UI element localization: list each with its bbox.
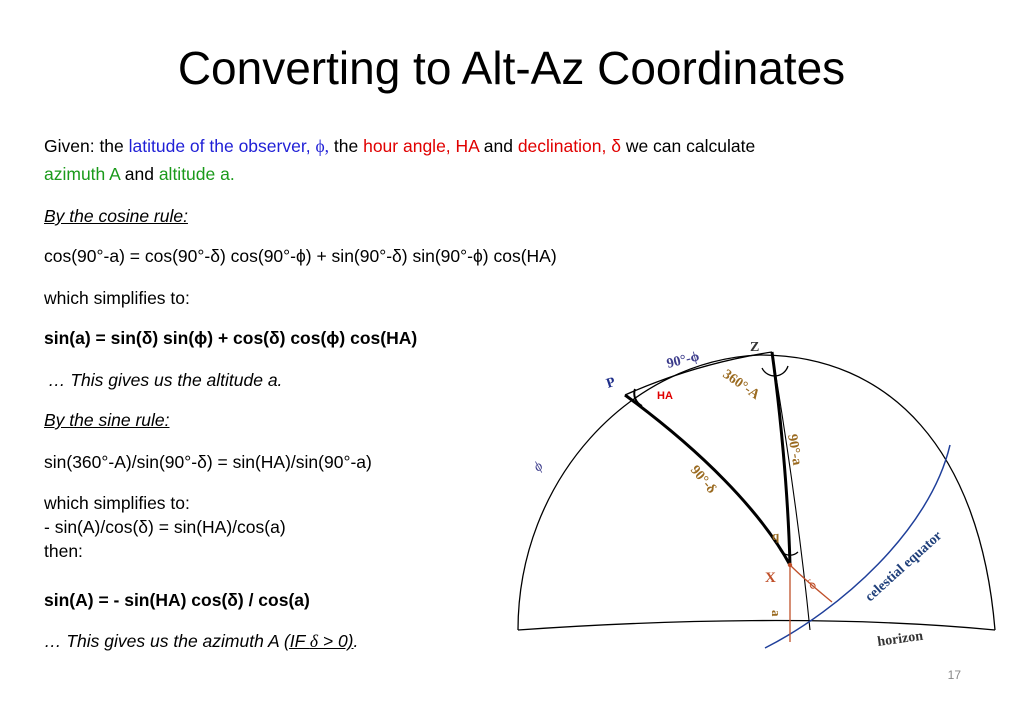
delta-label: δ <box>804 577 820 594</box>
azimuth-equation: sin(A) = - sin(HA) cos(δ) / cos(a) <box>44 590 310 610</box>
sine-heading: By the sine rule: <box>44 410 170 430</box>
given-line-2 <box>44 163 235 186</box>
z-label: Z <box>750 340 760 355</box>
az-note-end: . <box>353 631 359 651</box>
az-note-delta: δ <box>309 631 318 651</box>
horizon-arc <box>518 621 995 630</box>
altitude-note: … This gives us the altitude a. <box>48 370 283 390</box>
star-point <box>788 563 792 567</box>
arc-pz-label: 90°-ϕ <box>665 349 701 372</box>
a-label: a <box>769 610 784 617</box>
celestial-sphere-diagram <box>510 330 1010 650</box>
azimuth-note <box>44 630 358 653</box>
az-note-cond-b: > 0) <box>318 631 354 651</box>
cosine-equation: cos(90°-a) = cos(90°-δ) cos(90°-ϕ) + sin(90°-δ) sin(90°-ϕ) cos(HA) <box>44 246 557 266</box>
phi-label: ϕ <box>530 458 547 476</box>
given-prefix: Given: the <box>44 136 129 156</box>
az-note-prefix: … This gives us the azimuth A <box>44 631 284 651</box>
altitude-equation: sin(a) = sin(δ) sin(ϕ) + cos(δ) cos(ϕ) cos(HA) <box>44 328 418 348</box>
given-the: the <box>329 136 364 156</box>
arc-px-label: 90°-δ <box>686 462 719 497</box>
cosine-heading: By the cosine rule: <box>44 206 188 226</box>
given-line <box>44 135 755 158</box>
sine-equation: sin(360°-A)/sin(90°-δ) = sin(HA)/sin(90°-a) <box>44 452 372 472</box>
hour-angle-term: hour angle, HA <box>363 136 479 156</box>
simplifies-label-1: which simplifies to: <box>44 288 190 308</box>
celestial-equator-label: celestial equator <box>862 528 946 605</box>
declination-term: declination, δ <box>517 136 621 156</box>
x-label: X <box>765 570 776 586</box>
altitude-term: altitude a. <box>158 164 235 184</box>
page-number: 17 <box>947 668 961 682</box>
arc-angle-label: 360°-A <box>719 366 763 404</box>
slide-title: Converting to Alt-Az Coordinates <box>177 42 846 94</box>
then-label: then: <box>44 541 83 561</box>
given-and-2: and <box>119 164 159 184</box>
horizon-label: horizon <box>876 628 925 650</box>
ha-label: HA <box>657 390 673 402</box>
given-and: and <box>478 136 518 156</box>
az-note-cond-a: (IF <box>283 631 310 651</box>
latitude-term: latitude of the observer, <box>128 136 316 156</box>
sine-simplified: - sin(A)/cos(δ) = sin(HA)/cos(a) <box>44 517 286 537</box>
azimuth-term: azimuth A <box>44 164 120 184</box>
arc-zx-label: 90°-a <box>784 433 805 467</box>
given-we-calc: we can calculate <box>620 136 756 156</box>
az-note-condition <box>284 631 354 651</box>
phi-symbol: ϕ, <box>315 136 330 156</box>
simplifies-label-2: which simplifies to: <box>44 493 190 513</box>
p-label: P <box>604 374 618 392</box>
q-label: q <box>772 528 780 543</box>
